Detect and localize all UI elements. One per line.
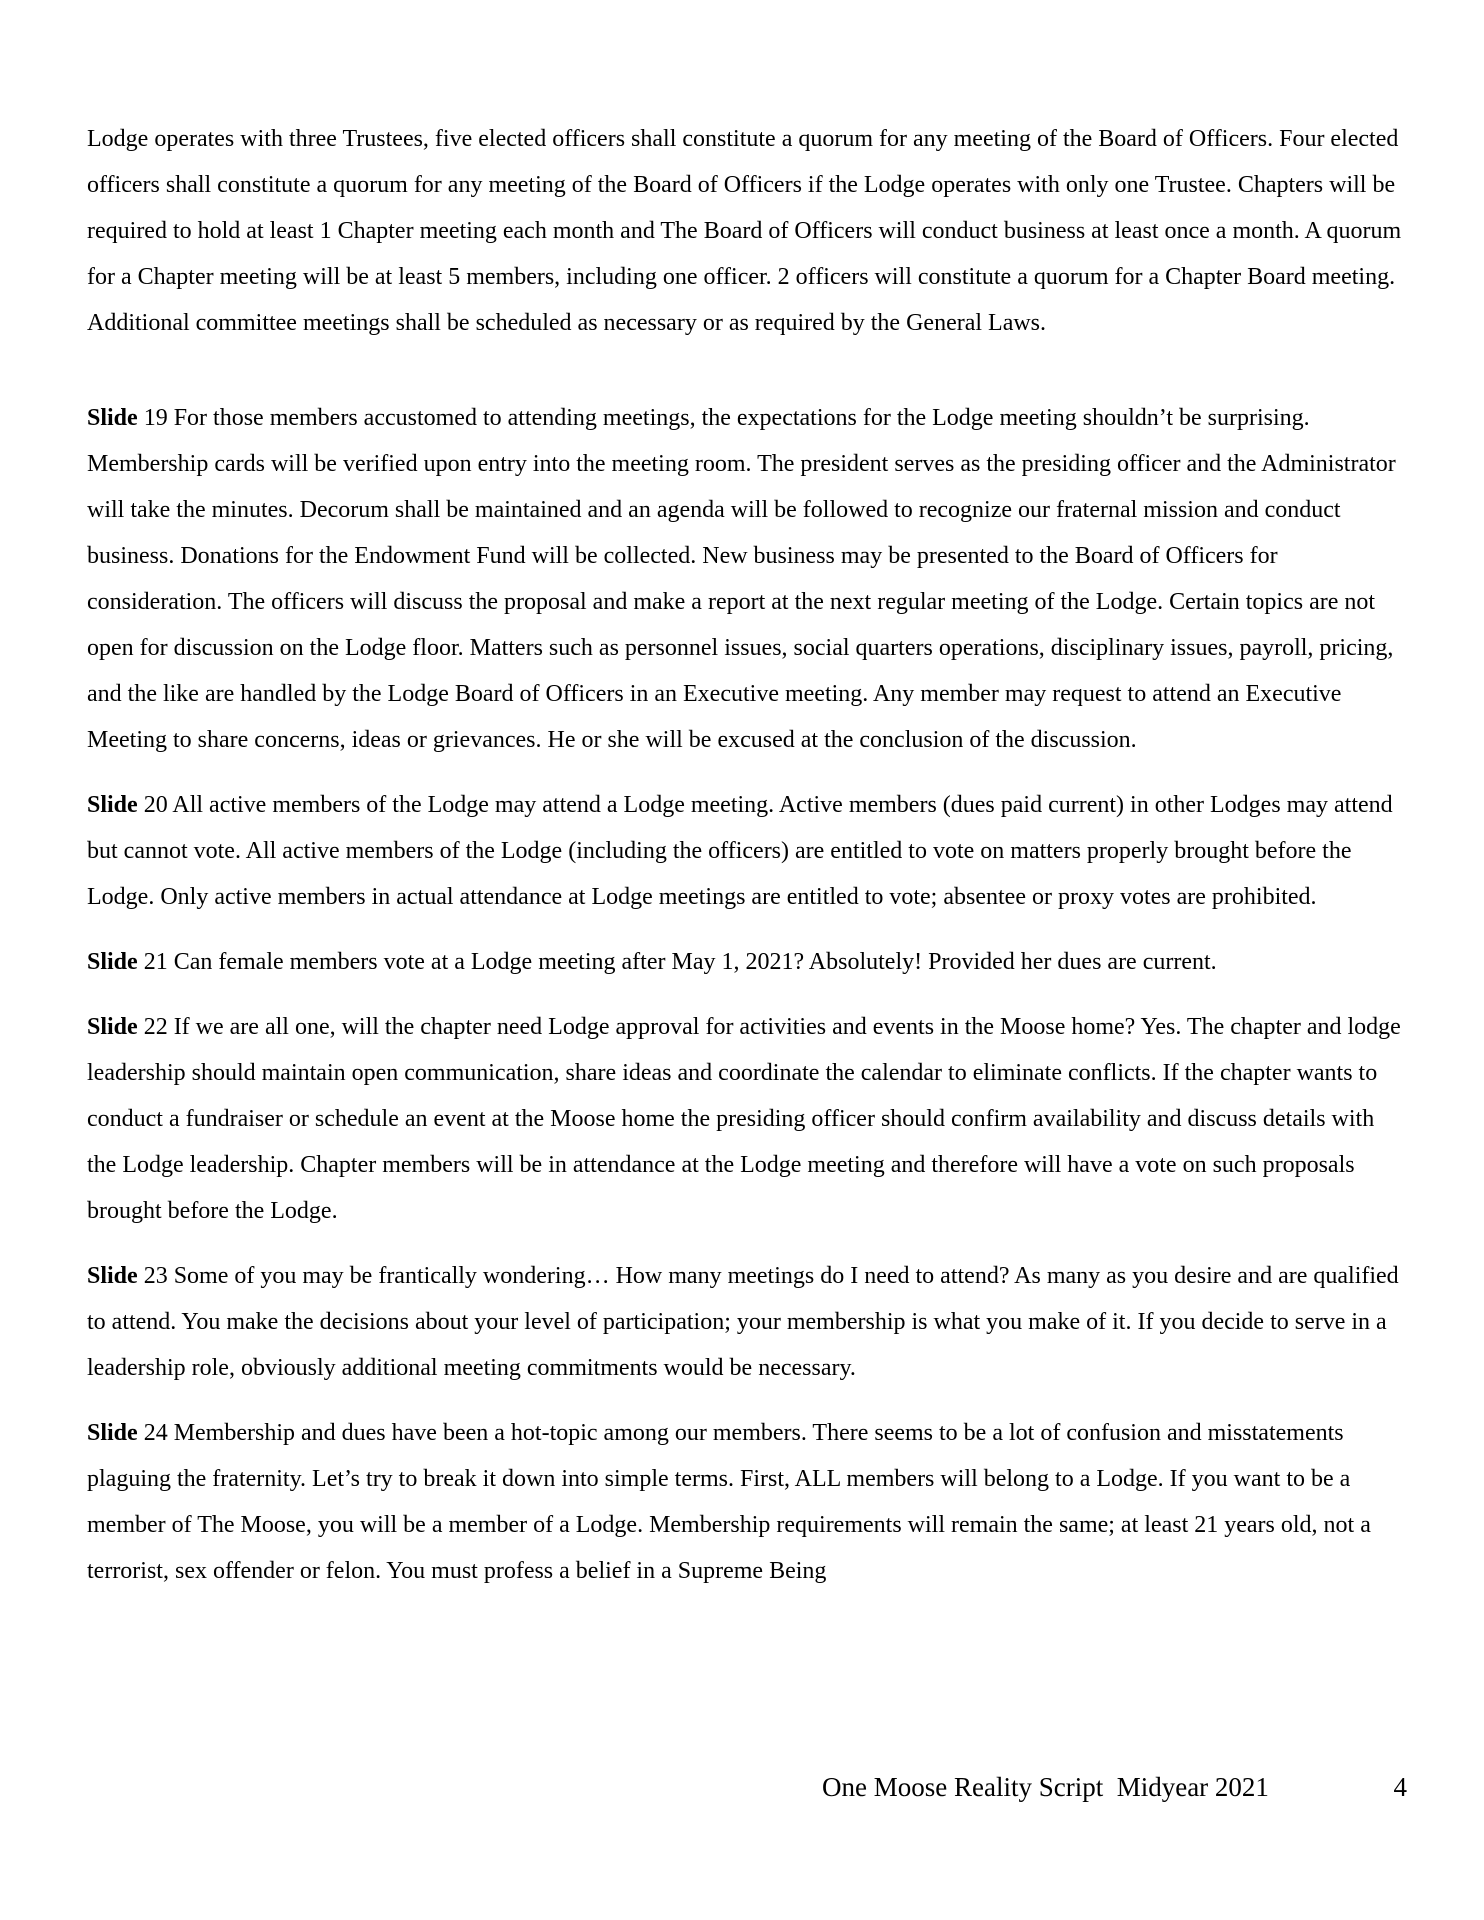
slide-20-paragraph xyxy=(87,782,1405,920)
slide-23-paragraph xyxy=(87,1253,1405,1391)
slide-24-paragraph xyxy=(87,1410,1405,1594)
slide-label: Slide xyxy=(87,949,138,975)
slide-text: Membership and dues have been a hot-topic among our members. There seems to be a lot of confusion and misstatements plaguing the fraternity. Let’s try to break it down into simple terms. First, ALL members will belong to a Lodge. If you want to be a member of The Moose, you will be a member of a Lodge. Membership requirements will remain the same; at least 21 years old, not a terrorist, sex offender or felon. You must profess a belief in a Supreme Being xyxy=(87,1420,1371,1584)
page-number: 4 xyxy=(1393,1772,1407,1802)
slide-22-paragraph xyxy=(87,1004,1405,1234)
slide-19-paragraph xyxy=(87,395,1405,763)
slide-number: 24 xyxy=(143,1420,168,1446)
slide-text: All active members of the Lodge may attend a Lodge meeting. Active members (dues paid current) in other Lodges may attend but cannot vote. All active members of the Lodge (including the officers) are entitled to vote on matters properly brought before the Lodge. Only active members in actual attendance at Lodge meetings are entitled to vote; absentee or proxy votes are prohibited. xyxy=(87,792,1393,910)
slide-label: Slide xyxy=(87,1420,138,1446)
intro-paragraph: Lodge operates with three Trustees, five elected officers shall constitute a quorum for any meeting of the Board of Officers. Four elected officers shall constitute a quorum for any meeting of the Board of Officers if the Lodge operates with only one Trustee. Chapters will be required to hold at least 1 Chapter meeting each month and The Board of Officers will conduct business at least once a month. A quorum for a Chapter meeting will be at least 5 members, including one officer. 2 officers will constitute a quorum for a Chapter Board meeting. Additional committee meetings shall be scheduled as necessary or as required by the General Laws. xyxy=(87,126,1402,336)
slide-number: 19 xyxy=(143,405,168,431)
slide-label: Slide xyxy=(87,792,138,818)
document-body xyxy=(87,116,1405,1613)
slide-text: Can female members vote at a Lodge meeting after May 1, 2021? Absolutely! Provided her dues are current. xyxy=(173,949,1217,975)
slide-text: Some of you may be frantically wondering… How many meetings do I need to attend? As many as you desire and are qualified to attend. You make the decisions about your level of participation; your membership is what you make of it. If you decide to serve in a leadership role, obviously additional meeting commitments would be necessary. xyxy=(87,1263,1399,1381)
slide-number: 22 xyxy=(143,1014,168,1040)
slide-label: Slide xyxy=(87,1014,138,1040)
slide-text: For those members accustomed to attending meetings, the expectations for the Lodge meeting shouldn’t be surprising. Membership cards will be verified upon entry into the meeting room. The president serves as the presiding officer and the Administrator will take the minutes. Decorum shall be maintained and an agenda will be followed to recognize our fraternal mission and conduct business. Donations for the Endowment Fund will be collected. New business may be presented to the Board of Officers for consideration. The officers will discuss the proposal and make a report at the next regular meeting of the Lodge. Certain topics are not open for discussion on the Lodge floor. Matters such as personnel issues, social quarters operations, disciplinary issues, payroll, pricing, and the like are handled by the Lodge Board of Officers in an Executive meeting. Any member may request to attend an Executive Meeting to share concerns, ideas or grievances. He or she will be excused at the conclusion of the discussion. xyxy=(87,405,1396,753)
slide-label: Slide xyxy=(87,1263,138,1289)
footer-title: One Moose Reality Script Midyear 2021 xyxy=(822,1772,1269,1802)
slide-21-paragraph xyxy=(87,939,1405,985)
slide-number: 20 xyxy=(143,792,168,818)
slide-number: 21 xyxy=(143,949,168,975)
slide-text: If we are all one, will the chapter need Lodge approval for activities and events in the Moose home? Yes. The chapter and lodge leadership should maintain open communication, share ideas and coordinate the calendar to eliminate conflicts. If the chapter wants to conduct a fundraiser or schedule an event at the Moose home the presiding officer should confirm availability and discuss details with the Lodge leadership. Chapter members will be in attendance at the Lodge meeting and therefore will have a vote on such proposals brought before the Lodge. xyxy=(87,1014,1401,1224)
slide-label: Slide xyxy=(87,405,138,431)
slide-number: 23 xyxy=(143,1263,168,1289)
